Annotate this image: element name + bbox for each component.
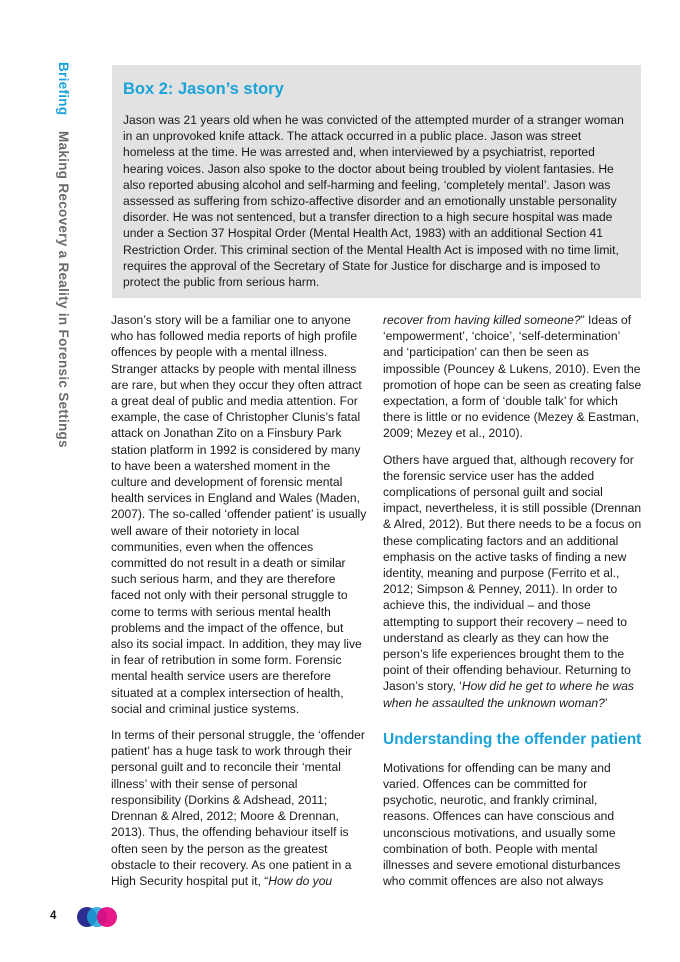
page-number: 4 (50, 910, 57, 922)
sidebar-brand: Briefing (56, 62, 71, 116)
overlapping-circles-logo-icon (76, 906, 118, 928)
paragraph-text: Others have argued that, although recovery for the forensic service user has the added complications of personal guilt and social impact, nevertheless, it is still possible (Drennan & Alred, 2012). But there needs to be a focus on these complicating factors and an additional emphasis on the active tasks of finding a new identity, meaning and purpose (Ferrito et al., 2012; Simpson & Penney, 2011). In order to achieve this, the individual – and those attempting to support their recovery – need to understand as clearly as they can how the person’s life experiences brought them to the point of their offending behaviour. Returning to Jason’s story, ‘ (383, 452, 642, 694)
paragraph: Jason’s story will be a familiar one to anyone who has followed media reports of high profile offences by people with a mental illness. Stranger attacks by people with mental illness are rare, but when they occur they often attract a great deal of public and media attention. For example, the case of Christopher Clunis’s fatal attack on Jonathan Zito on a Finsbury Park station platform in 1992 is considered by many to have been a watershed moment in the culture and development of forensic mental health services in England and Wales (Maden, 2007). The so-called ‘offender patient’ is usually well aware of their notoriety in local communities, even when the offences committed do not result in a death or similar such serious harm, and they are therefore faced not only with their personal struggle to come to terms with serious mental health problems and the impact of the offence, but also its social impact. In addition, they may live in fear of retribution in some form. Forensic mental health service users are therefore situated at a complex intersection of health, social and criminal justice systems. (111, 313, 367, 716)
right-column (383, 312, 643, 900)
paragraph (383, 452, 643, 711)
paragraph (111, 727, 368, 889)
quote-text: recover from having killed someone? (383, 313, 581, 327)
paragraph: Motivations for offending can be many and varied. Offences can be committed for psychotic, neurotic, and frankly criminal, reasons. Offences can have conscious and unconscious motivations, and usually some combination of both. People with mental illnesses and severe emotional disturbances who commit offences are also not always (383, 760, 621, 889)
sidebar-series-title: Making Recovery a Reality in Forensic Settings (56, 131, 71, 449)
paragraph-text: In terms of their personal struggle, the ‘offender patient’ has a huge task to work through their personal guilt and to reconcile their ‘mental illness’ with their sense of personal responsibility (Dorkins & Adshead, 2011; Drennan & Alred, 2012; Moore & Drennan, 2013). Thus, the offending behaviour itself is often seen by the person as the greatest obstacle to their recovery. As one patient in a High Security hospital put it, “ (111, 728, 365, 888)
paragraph (383, 312, 643, 442)
logo-circle-magenta (97, 907, 117, 927)
sidebar-running-title (51, 62, 71, 449)
quote-text: How do you (268, 873, 333, 888)
box-body: Jason was 21 years old when he was convicted of the attempted murder of a stranger woman in an unprovoked knife attack. The attack occurred in a public place. Jason was street homeless at the time. He was arrested and, when interviewed by a psychiatrist, reported hearing voices. Jason also spoke to the doctor about being troubled by violent fantasies. He also reported abusing alcohol and self-harming and feeling, ‘completely mental’. Jason was assessed as suffering from schizo-affective disorder and an emotionally unstable personality disorder. He was not sentenced, but a transfer direction to a high secure hospital was made under a Section 37 Hospital Order (Mental Health Act, 1983) with an additional Section 41 Restriction Order. This criminal section of the Mental Health Act is imposed with no time limit, requires the approval of the Secretary of State for Justice for discharge and is imposed to protect the public from serious harm. (123, 113, 624, 290)
paragraph-text: ” Ideas of ‘empowerment’, ‘choice’, ‘self-determination’ and ‘participation’ can then be seen as impossible (Pouncey & Lukens, 2010). Even the promotion of hope can be seen as creating false expectation, a form of ‘double talk’ for which there is little or no evidence (Mezey & Eastman, 2009; Mezey et al., 2010). (383, 313, 642, 441)
paragraph-text: ’ (604, 695, 608, 710)
section-heading: Understanding the offender patient (383, 730, 642, 748)
case-study-box (112, 65, 641, 298)
quote-text: How did he get to where he was when he assaulted the unknown woman? (383, 679, 634, 710)
box-title: Box 2: Jason’s story (123, 80, 284, 98)
left-column (111, 312, 368, 899)
